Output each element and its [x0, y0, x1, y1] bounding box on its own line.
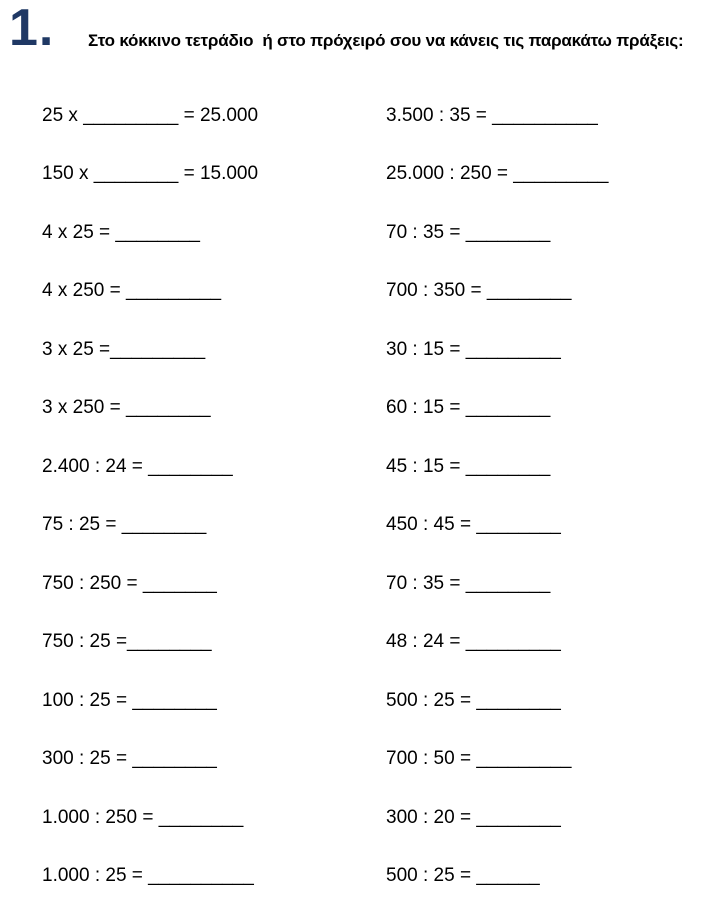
- problem-text: 70 : 35 = ________: [386, 572, 551, 594]
- problem-row: [42, 789, 386, 848]
- problem-text: 500 : 25 = ______: [386, 865, 540, 887]
- problem-row: [386, 789, 726, 848]
- problem-row: [386, 321, 726, 380]
- problem-row: [42, 380, 386, 439]
- problem-text: 450 : 45 = ________: [386, 514, 561, 536]
- problem-row: [42, 321, 386, 380]
- problem-row: [386, 438, 726, 497]
- problem-row: [386, 263, 726, 322]
- problem-row: [42, 497, 386, 556]
- problem-row: [386, 497, 726, 556]
- problem-text: 4 x 250 = _________: [42, 280, 222, 302]
- problem-text: 1.000 : 25 = __________: [42, 865, 254, 887]
- problem-text: 75 : 25 = ________: [42, 514, 207, 536]
- problem-text: 300 : 25 = ________: [42, 748, 217, 770]
- problems-column-left: [42, 87, 386, 906]
- problem-row: [42, 263, 386, 322]
- problem-row: [386, 204, 726, 263]
- problem-row: [386, 672, 726, 731]
- problem-text: 48 : 24 = _________: [386, 631, 561, 653]
- exercise-number: 1.: [9, 0, 55, 57]
- problem-text: 3 x 25 =_________: [42, 338, 206, 360]
- problem-row: [42, 146, 386, 205]
- problem-text: 300 : 20 = ________: [386, 806, 561, 828]
- problems-column-right: [386, 87, 726, 906]
- problem-row: [386, 146, 726, 205]
- problem-text: 60 : 15 = ________: [386, 397, 551, 419]
- problem-row: [386, 614, 726, 673]
- problem-text: 150 x ________ = 15.000: [42, 163, 259, 185]
- problem-row: [42, 731, 386, 790]
- problem-row: [42, 672, 386, 731]
- problem-text: 3.500 : 35 = __________: [386, 104, 598, 126]
- problem-text: 70 : 35 = ________: [386, 221, 551, 243]
- problem-text: 30 : 15 = _________: [386, 338, 561, 360]
- problem-text: 4 x 25 = ________: [42, 221, 200, 243]
- problem-row: [386, 848, 726, 907]
- instruction-text: Στο κόκκινο τετράδιο ή στο πρόχειρό σου να κάνεις τις παρακάτω πράξεις:: [88, 31, 684, 50]
- problem-row: [42, 87, 386, 146]
- problem-row: [42, 438, 386, 497]
- problem-text: 45 : 15 = ________: [386, 455, 551, 477]
- problem-row: [42, 555, 386, 614]
- problem-row: [42, 614, 386, 673]
- problem-text: 2.400 : 24 = ________: [42, 455, 233, 477]
- problem-text: 500 : 25 = ________: [386, 689, 561, 711]
- problem-row: [386, 731, 726, 790]
- problem-text: 3 x 250 = ________: [42, 397, 211, 419]
- problem-row: [42, 848, 386, 907]
- problem-text: 750 : 250 = _______: [42, 572, 217, 594]
- problem-text: 25.000 : 250 = _________: [386, 163, 609, 185]
- problem-text: 700 : 350 = ________: [386, 280, 572, 302]
- problem-text: 100 : 25 = ________: [42, 689, 217, 711]
- problem-text: 700 : 50 = _________: [386, 748, 572, 770]
- problem-row: [42, 204, 386, 263]
- problem-text: 750 : 25 =________: [42, 631, 212, 653]
- problem-row: [386, 555, 726, 614]
- worksheet: [42, 87, 726, 906]
- problem-row: [386, 380, 726, 439]
- problem-text: 1.000 : 250 = ________: [42, 806, 244, 828]
- problem-row: [386, 87, 726, 146]
- problem-text: 25 x _________ = 25.000: [42, 104, 259, 126]
